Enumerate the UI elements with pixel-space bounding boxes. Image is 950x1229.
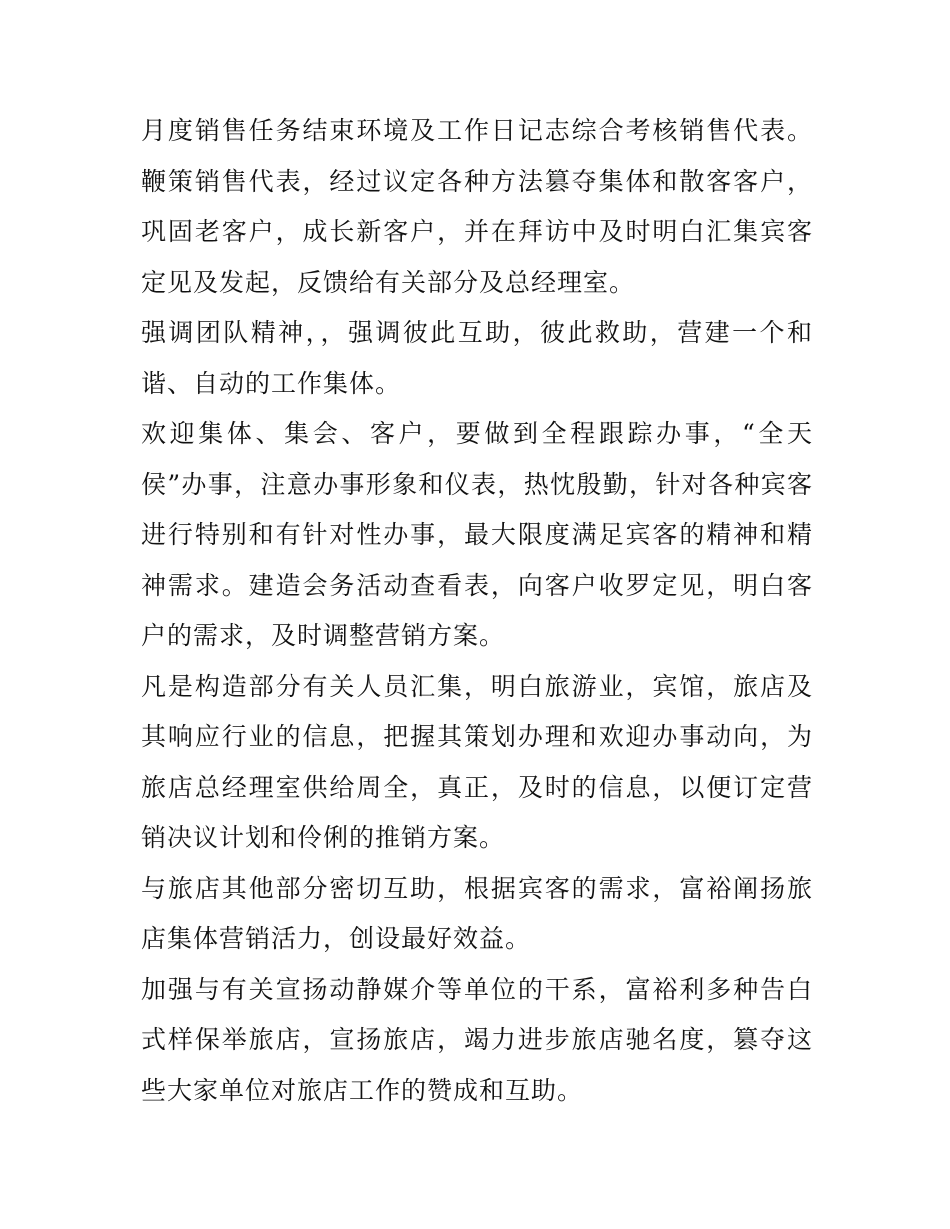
paragraph-market-information: 凡是构造部分有关人员汇集，明白旅游业，宾馆，旅店及其响应行业的信息，把握其策划办理和欢迎办事动向，为旅店总经理室供给周全，真正，及时的信息，以便订定营销决议计划和伶俐的推销方案。 — [141, 671, 813, 852]
paragraph-sales-assessment: 月度销售任务结束环境及工作日记志综合考核销售代表。鞭策销售代表，经过议定各种方法篡夺集体和散客客户，巩固老客户，成长新客户，并在拜访中及时明白汇集宾客定见及发起，反馈给有关部分及总经理室。 — [141, 116, 813, 297]
paragraph-client-service: 欢迎集体、集会、客户，要做到全程跟踪办事，“全天侯”办事，注意办事形象和仪表，热忱殷勤，针对各种宾客进行特别和有针对性办事，最大限度满足宾客的精神和精神需求。建造会务活动查看表，向客户收罗定见，明白客户的需求，及时调整营销方案。 — [141, 419, 813, 650]
document-body — [141, 106, 813, 1116]
paragraph-team-spirit: 强调团队精神，，强调彼此互助，彼此救助，营建一个和谐、自动的工作集体。 — [141, 318, 813, 398]
paragraph-media-relations: 加强与有关宣扬动静媒介等单位的干系，富裕利多种告白式样保举旅店，宣扬旅店，竭力进步旅店驰名度，篡夺这些大家单位对旅店工作的赞成和互助。 — [141, 974, 813, 1105]
paragraph-department-cooperation: 与旅店其他部分密切互助，根据宾客的需求，富裕阐扬旅店集体营销活力，创设最好效益。 — [141, 873, 813, 953]
